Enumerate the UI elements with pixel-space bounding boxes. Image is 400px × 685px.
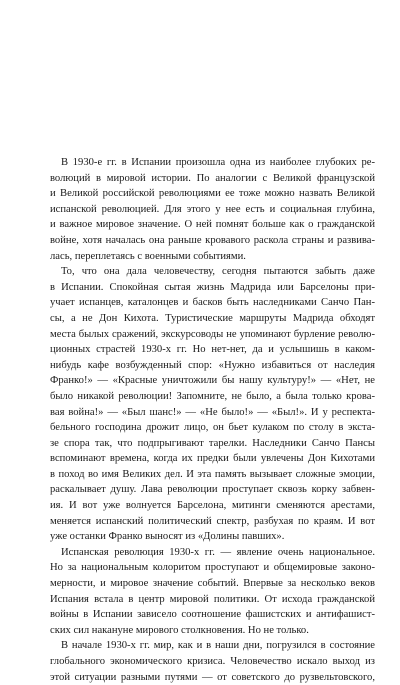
- text-line: этой ситуации разными путями — от советского до рузвельтовского,: [50, 671, 375, 683]
- text-line: было никакой революции! Запомните, не было, а была только крова-: [50, 390, 375, 402]
- text-line: сы, а не Дон Кихота. Туристические маршруты Мадрида обходят: [50, 312, 375, 324]
- text-line: нибудь кафе возбужденный спор: «Нужно избавиться от наследия: [50, 359, 375, 371]
- text-line: Франко!» — «Красные уничтожили бы нашу культуру!» — «Нет, не: [50, 375, 375, 387]
- text-line: войны в Испании зависело соотношение фашистских и антифашист-: [50, 609, 375, 621]
- text-line: войне, хотя началась она раньше кровавого раскола страны и развива-: [50, 234, 375, 246]
- text-line: Испанская революция 1930-х гг. — явление очень национальное.: [61, 546, 375, 558]
- text-line: раскалывает душу. Лава революции проступает сквозь корку забвен-: [50, 484, 375, 496]
- text-line: в Испании. Спокойная сытая жизнь Мадрида или Барселоны при-: [50, 281, 375, 293]
- text-line: лась, переплетаясь с военными событиями.: [50, 250, 246, 262]
- text-line: и важное мировое значение. О ней помнят больше как о гражданской: [50, 219, 375, 231]
- text-line: ских сил накануне мирового столкновения. Но не только.: [50, 624, 309, 636]
- text-line: То, что она дала человечеству, сегодня пытаются забыть даже: [61, 266, 375, 278]
- text-line: вая война!» — «Был шанс!» — «Не было!» — «Был!». И у респекта-: [50, 406, 375, 418]
- text-line: зе спора так, что подпрыгивают тарелки. Наследники Санчо Пансы: [50, 437, 375, 449]
- text-line: волюций в мировой истории. По аналогии с Великой французской: [50, 172, 375, 184]
- text-line: места былых сражений, экскурсоводы не упоминают бурление револю-: [50, 328, 375, 340]
- text-line: испанской революцией. Для этого у нее есть и социальная глубина,: [50, 203, 375, 215]
- text-line: Но за национальным колоритом проступают и общемировые законо-: [50, 562, 375, 574]
- text-line: меняется испанский политический спектр, разбухая по краям. И вот: [50, 515, 375, 527]
- text-line: в поход во имя Великих дел. И эта память вызывает сложные эмоции,: [50, 468, 375, 480]
- text-line: Испания встала в центр мировой политики. От исхода гражданской: [50, 593, 375, 605]
- text-line: ия. И вот уже волнуется Барселона, митинги сменяются арестами,: [50, 500, 375, 512]
- text-line: и Великой российской революциями ее тоже можно назвать Великой: [50, 188, 375, 200]
- text-line: глобального экономического кризиса. Человечество искало выход из: [50, 656, 375, 667]
- text-line: ционных страстей 1930-х гг. Но нет-нет, да и услышишь в каком-: [50, 344, 375, 356]
- text-line: уже останки Франко выносят из «Долины павших».: [50, 531, 285, 543]
- text-line: мерности, и мировое значение событий. Впервые за несколько веков: [50, 578, 375, 590]
- text-line: В начале 1930-х гг. мир, как и в наши дни, погрузился в состояние: [61, 640, 375, 652]
- text-line: В 1930-е гг. в Испании произошла одна из наиболее глубоких ре-: [61, 157, 375, 168]
- text-line: вспоминают времена, когда их предки были увлечены Дон Кихотами: [50, 453, 375, 465]
- body-text: [50, 155, 375, 685]
- text-line: учает испанцев, каталонцев и басков быть наследниками Санчо Пан-: [50, 297, 375, 309]
- text-line: бельного господина дрожит лицо, он бьет кулаком по столу в экста-: [50, 422, 375, 434]
